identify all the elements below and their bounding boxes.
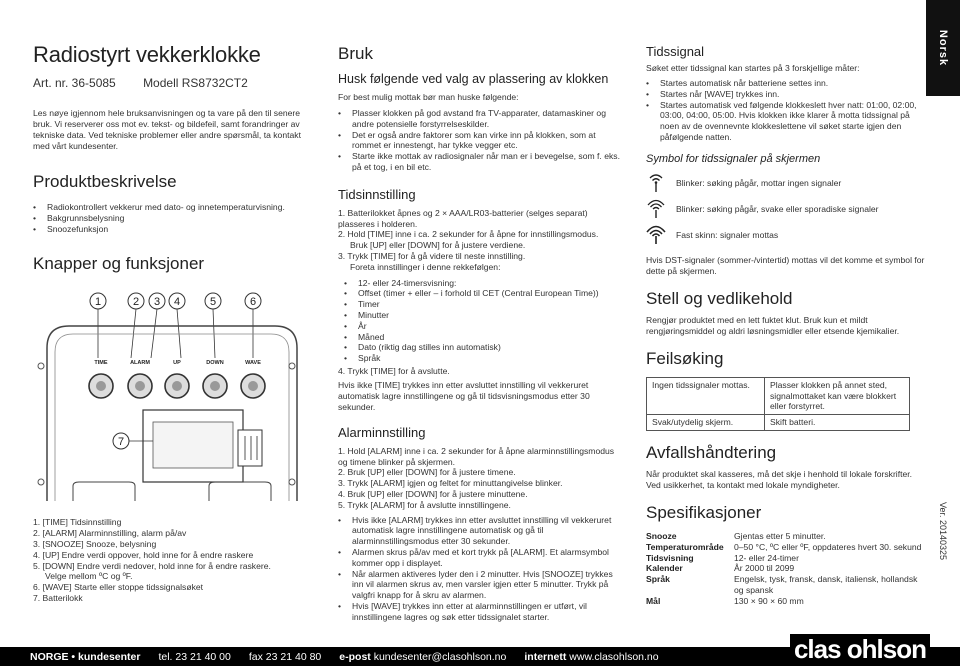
tidssignal-lead: Søket etter tidssignal kan startes på 3 forskjellige måter: [646, 63, 860, 73]
footer-country [30, 651, 140, 663]
heading-spesifikasjoner: Spesifikasjoner [646, 502, 762, 522]
list-item: • År [344, 321, 626, 332]
table-row [646, 563, 928, 574]
list-item: • Språk [344, 353, 626, 364]
tids-note: Hvis ikke [TIME] trykkes inn etter avsluttet innstilling vil vekkeruret automatisk lagre innstillingene og gå til tidsvisningsmodus etter 30 sekunder. [338, 379, 590, 412]
list-item: • Startes automatisk ved følgende klokkeslett hver natt: 01:00, 02:00, 03:00, 04:00, 05:00. Hvis klokken ikke klarer å motta tidssignal på noen av de ovennevnte klokkeslettene vil søket starte igjen den påfølgende natten. [646, 100, 928, 143]
list-item: 3. Trykk [TIME] for å gå videre til neste innstilling. [338, 250, 526, 261]
signal-searching-icon [646, 173, 666, 193]
table-cell: Skift batteri. [765, 415, 910, 431]
list-item: 1. Batterilokket åpnes og 2 × AAA/LR03-batterier (selges separat) plasseres i holderen. [338, 207, 588, 229]
table-cell: Ingen tidssignaler mottas. [647, 377, 765, 414]
clock-drawing [33, 286, 311, 501]
callout-2: 2 [132, 296, 140, 309]
list-item: • Timer [344, 299, 626, 310]
list-item: • Alarmen skrus på/av med et kort trykk på [ALARM]. Et alarmsymbol kommer opp i displayet. [338, 547, 626, 569]
list-item: • Måned [344, 332, 626, 343]
list-item: • Det er også andre faktorer som kan virke inn på klokken, som at rommet er innestengt, har tykke vegger etc. [338, 130, 626, 152]
list-item: • Plasser klokken på god avstand fra TV-apparater, datamaskiner og andre potensielle forstyrrelseskilder. [338, 108, 626, 130]
footer-email-label: e-post [339, 650, 371, 663]
callout-5: 5 [209, 296, 217, 309]
spec-value: 0–50 °C, ºC eller ºF, oppdateres hvert 30. sekund [734, 541, 922, 552]
footer-web [524, 651, 658, 663]
bruk-list [338, 108, 626, 173]
spec-value: År 2000 til 2099 [734, 563, 795, 574]
subheading-plassering: Husk følgende ved valg av plassering av klokken [338, 72, 609, 86]
language-tab [926, 0, 960, 96]
function-list [33, 517, 311, 603]
list-item: • Hvis [WAVE] trykkes inn etter at alarminnstillingen er utført, vil innstillingene lagres og søk etter tidssignalet starter. [338, 601, 626, 623]
version-label: Ver. 20140325 [938, 501, 948, 560]
heading-symbol: Symbol for tidssignaler på skjermen [646, 152, 821, 165]
list-item: • Dato (riktig dag stilles inn automatisk) [344, 342, 626, 353]
list-item: 3. [SNOOZE] Snooze, belysning [33, 538, 157, 549]
spec-key: Språk [646, 574, 670, 585]
column-right [646, 0, 928, 607]
spec-table [646, 531, 928, 607]
label-time: TIME [94, 360, 108, 367]
list-item: 4. Trykk [TIME] for å avslutte. [338, 365, 450, 376]
list-item: 1. Hold [ALARM] inne i ca. 2 sekunder for å åpne alarminnstillingsmodus og timene blinker på skjermen. [338, 445, 615, 467]
callout-4: 4 [173, 296, 181, 309]
bruk-lead: For best mulig mottak bør man huske følgende: [338, 92, 519, 102]
table-row [646, 542, 928, 553]
article-line [33, 76, 311, 90]
list-item: 5. [DOWN] Endre verdi nedover, hold inne for å endre raskere. [33, 560, 271, 571]
symbol-text: Fast skinn: signaler mottas [676, 229, 779, 240]
heading-produktbeskrivelse: Produktbeskrivelse [33, 172, 177, 191]
list-item: 5. Trykk [ALARM] for å avslutte innstillingene. [338, 499, 511, 510]
list-item: 2. Hold [TIME] inne i ca. 2 sekunder for å åpne for innstillingsmodus. [338, 229, 599, 240]
table-row [646, 531, 928, 542]
list-item: • 12- eller 24-timersvisning: [344, 278, 626, 289]
table-cell: Svak/utydelig skjerm. [647, 415, 765, 431]
column-left [33, 0, 311, 604]
symbol-text: Blinker: søking pågår, mottar ingen signaler [676, 177, 842, 188]
table-row [647, 377, 910, 414]
model-number: Modell RS8732CT2 [143, 76, 248, 90]
tidssignal-list [646, 78, 928, 143]
signal-weak-icon [646, 199, 666, 219]
footer-fax: fax 23 21 40 80 [248, 650, 322, 663]
tids-step4 [338, 366, 626, 377]
alarm-list [338, 515, 626, 623]
footer-norge: NORGE [30, 650, 69, 663]
list-item: 7. Batterilokk [33, 592, 83, 603]
footer-kundesenter: • kundesenter [68, 650, 141, 663]
symbol-row [646, 225, 928, 245]
footer-tel: tel. 23 21 40 00 [158, 650, 231, 663]
spec-key: Kalender [646, 563, 683, 574]
list-item: Velge mellom ºC og ºF. [45, 571, 133, 582]
dst-note: Hvis DST-signaler (sommer-/vintertid) mottas vil det komme et symbol for dette på skjermen. [646, 254, 925, 276]
list-item: Foreta innstillinger i denne rekkefølgen: [350, 261, 501, 272]
spec-key: Snooze [646, 530, 677, 541]
list-item: • Startes når [WAVE] trykkes inn. [646, 89, 928, 100]
label-alarm: ALARM [130, 360, 150, 367]
callout-7: 7 [117, 436, 125, 449]
list-item: • Offset (timer + eller – i forhold til CET (Central European Time)) [344, 288, 626, 299]
label-down: DOWN [206, 360, 224, 367]
list-item: • Startes automatisk når batteriene settes inn. [646, 78, 928, 89]
list-item: • Hvis ikke [ALARM] trykkes inn etter avsluttet innstilling vil vekkeruret automatisk lagre innstillingene automatisk og gå til alarminnstillingsmodus etter 30 sekunder. [338, 515, 626, 547]
tids-order [338, 278, 626, 364]
footer-web-label: internett [524, 650, 567, 663]
heading-avfall: Avfallshåndtering [646, 442, 777, 462]
heading-knapper: Knapper og funksjoner [33, 254, 205, 274]
product-list [33, 202, 311, 234]
heading-tidssignal: Tidssignal [646, 44, 705, 59]
heading-stell: Stell og vedlikehold [646, 288, 793, 308]
column-middle [338, 0, 626, 622]
spec-value: Gjentas etter 5 minutter. [734, 530, 826, 541]
avfall-text: Når produktet skal kasseres, må det skje i henhold til lokale forskrifter. Ved usikkerhet, ta kontakt med lokale myndigheter. [646, 468, 913, 490]
table-row [646, 553, 928, 564]
list-item: 6. [WAVE] Starte eller stoppe tidssignalsøket [33, 582, 204, 593]
signal-strong-icon [646, 225, 666, 245]
list-item: Bruk [UP] eller [DOWN] for å justere verdiene. [350, 240, 526, 251]
spec-key: Temperaturområde [646, 541, 724, 552]
article-number: Art. nr. 36-5085 [33, 76, 116, 90]
heading-tidsinnstilling: Tidsinnstilling [338, 186, 416, 202]
footer-email-link[interactable]: kundesenter@clasohlson.no [373, 650, 507, 663]
language-label: Norsk [937, 29, 949, 67]
spec-key: Tidsvisning [646, 552, 694, 563]
troubleshooting-table [646, 377, 910, 431]
tids-steps [338, 208, 626, 273]
heading-alarminnstilling: Alarminnstilling [338, 424, 426, 440]
symbol-row [646, 199, 928, 219]
list-item: 2. Bruk [UP] eller [DOWN] for å justere timene. [338, 467, 516, 478]
symbol-row [646, 173, 928, 193]
table-row [646, 574, 928, 596]
list-item: • Snoozefunksjon [33, 224, 311, 235]
symbol-text: Blinker: søking pågår, svake eller sporadiske signaler [676, 203, 879, 214]
heading-feilsoking: Feilsøking [646, 348, 724, 368]
intro-text: Les nøye igjennom hele bruksanvisningen og ta vare på den til senere bruk. Vi reserverer oss mot ev. tekst- og bildefeil, samt forandringer av tekniske data. Ved tekniske problemer eller andre spørsmål, ta kontakt med vårt kundesenter. [33, 108, 301, 151]
list-item: 1. [TIME] Tidsinnstilling [33, 517, 122, 528]
list-item: 2. [ALARM] Alarminnstilling, alarm på/av [33, 528, 187, 539]
list-item: 3. Trykk [ALARM] igjen og feltet for minuttangivelse blinker. [338, 478, 563, 489]
table-cell: Plasser klokken på annet sted, signalmottaket kan være blokkert eller forstyrret. [765, 377, 910, 414]
list-item: 4. Bruk [UP] eller [DOWN] for å justere minuttene. [338, 488, 528, 499]
list-item: • Starte ikke mottak av radiosignaler når man er i bevegelse, som f. eks. på et tog, i en bil etc. [338, 151, 626, 173]
page-title: Radiostyrt vekkerklokke [33, 42, 261, 67]
list-item: • Når alarmen aktiveres lyder den i 2 minutter. Hvis [SNOOZE] trykkes inn vil alarmen skrus av, men varsler igjen etter 5 minutter. Trykk på valgfri knapp for å skru av alarmen. [338, 569, 626, 601]
stell-text: Rengjør produktet med en lett fuktet klut. Bruk kun et mildt rengjøringsmiddel og aldri løsningsmidler eller etsende kjemikalier. [646, 314, 900, 336]
table-row [646, 596, 928, 607]
list-item: 4. [UP] Endre verdi oppover, hold inne for å endre raskere [33, 549, 254, 560]
spec-value: 12- eller 24-timer [734, 552, 799, 563]
heading-bruk: Bruk [338, 44, 373, 63]
footer-web-link[interactable]: www.clasohlson.no [569, 650, 659, 663]
brand-logo: clas ohlson [790, 634, 930, 666]
label-up: UP [173, 360, 181, 367]
list-item: • Bakgrunnsbelysning [33, 213, 311, 224]
spec-key: Mål [646, 595, 661, 606]
spec-value: Engelsk, tysk, fransk, dansk, italiensk, hollandsk og spansk [734, 574, 918, 595]
callout-3: 3 [153, 296, 161, 309]
alarm-steps [338, 446, 626, 511]
callout-6: 6 [249, 296, 257, 309]
callout-1: 1 [94, 296, 102, 309]
table-row [647, 415, 910, 431]
clock-diagram [33, 286, 311, 501]
list-item: • Minutter [344, 310, 626, 321]
list-item: • Radiokontrollert vekkerur med dato- og innetemperaturvisning. [33, 202, 311, 213]
label-wave: WAVE [245, 360, 261, 367]
spec-value: 130 × 90 × 60 mm [734, 595, 804, 606]
footer-email [339, 651, 506, 663]
